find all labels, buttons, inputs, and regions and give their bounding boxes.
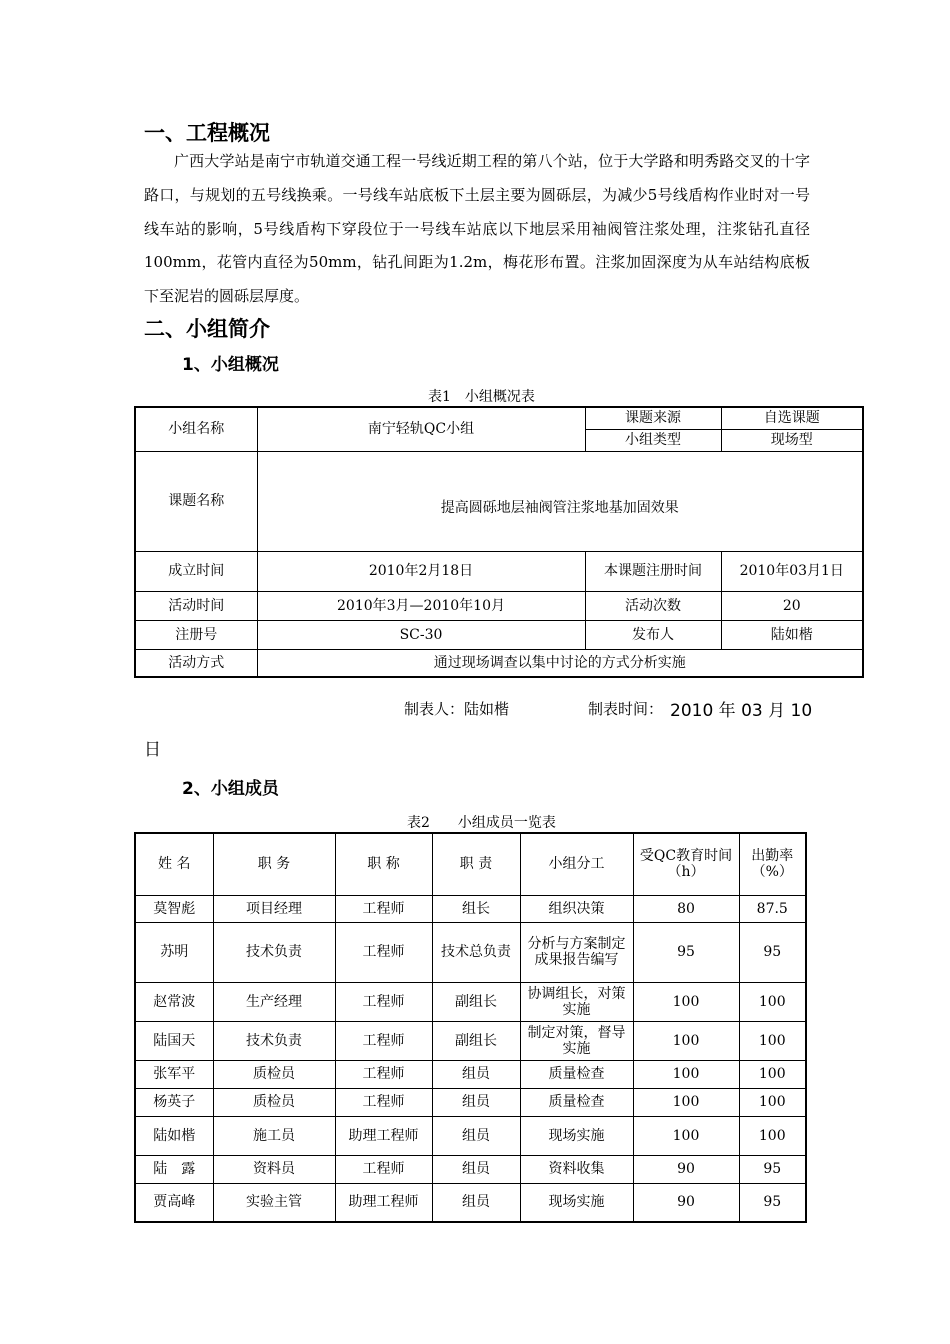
member-name: 张军平 bbox=[135, 1060, 213, 1088]
member-title: 工程师 bbox=[335, 1088, 432, 1116]
member-division: 现场实施 bbox=[520, 1116, 633, 1155]
table-row bbox=[135, 1183, 806, 1222]
label-activity-mode: 活动方式 bbox=[135, 649, 257, 677]
member-position: 施工员 bbox=[213, 1116, 335, 1155]
member-division: 现场实施 bbox=[520, 1183, 633, 1222]
group-members-table bbox=[134, 832, 807, 1223]
value-activity-mode: 通过现场调查以集中讨论的方式分析实施 bbox=[257, 649, 863, 677]
table-row bbox=[135, 982, 806, 1021]
label-activity-time: 活动时间 bbox=[135, 591, 257, 620]
member-attendance: 100 bbox=[739, 1060, 806, 1088]
member-attendance: 95 bbox=[739, 922, 806, 982]
member-qc-hours: 95 bbox=[633, 922, 739, 982]
member-duty: 副组长 bbox=[432, 982, 520, 1021]
member-position: 项目经理 bbox=[213, 895, 335, 922]
table-time-label: 制表时间： bbox=[588, 700, 664, 718]
member-duty: 组员 bbox=[432, 1088, 520, 1116]
label-group-type: 小组类型 bbox=[585, 429, 721, 451]
member-name: 陆如楷 bbox=[135, 1116, 213, 1155]
header-title: 职 称 bbox=[335, 833, 432, 895]
members-header-row bbox=[135, 833, 806, 895]
subheading-group-members: 2、小组成员 bbox=[182, 779, 279, 799]
table-maker: 制表人：陆如楷 bbox=[404, 700, 510, 718]
member-name: 苏明 bbox=[135, 922, 213, 982]
member-division: 资料收集 bbox=[520, 1155, 633, 1183]
table-row bbox=[135, 922, 806, 982]
member-position: 技术负责 bbox=[213, 1021, 335, 1060]
member-division: 组织决策 bbox=[520, 895, 633, 922]
value-publisher: 陆如楷 bbox=[721, 620, 863, 649]
header-division: 小组分工 bbox=[520, 833, 633, 895]
member-qc-hours: 100 bbox=[633, 1116, 739, 1155]
table-row bbox=[135, 1060, 806, 1088]
table-row bbox=[135, 1155, 806, 1183]
member-attendance: 100 bbox=[739, 1116, 806, 1155]
member-attendance: 95 bbox=[739, 1155, 806, 1183]
value-founded: 2010年2月18日 bbox=[257, 551, 585, 591]
member-division: 制定对策，督导实施 bbox=[520, 1021, 633, 1060]
label-topic-source: 课题来源 bbox=[585, 407, 721, 429]
label-group-name: 小组名称 bbox=[135, 407, 257, 451]
member-position: 质检员 bbox=[213, 1088, 335, 1116]
member-name: 赵常波 bbox=[135, 982, 213, 1021]
table-row bbox=[135, 895, 806, 922]
member-title: 工程师 bbox=[335, 922, 432, 982]
value-group-name: 南宁轻轨QC小组 bbox=[257, 407, 585, 451]
value-activity-count: 20 bbox=[721, 591, 863, 620]
member-qc-hours: 100 bbox=[633, 1021, 739, 1060]
member-attendance: 100 bbox=[739, 982, 806, 1021]
header-name: 姓 名 bbox=[135, 833, 213, 895]
member-duty: 组员 bbox=[432, 1116, 520, 1155]
member-name: 杨英子 bbox=[135, 1088, 213, 1116]
member-qc-hours: 80 bbox=[633, 895, 739, 922]
value-registered: 2010年03月1日 bbox=[721, 551, 863, 591]
table-time-tail: 日 bbox=[144, 740, 161, 760]
member-division: 质量检查 bbox=[520, 1088, 633, 1116]
value-reg-no: SC-30 bbox=[257, 620, 585, 649]
subheading-group-overview: 1、小组概况 bbox=[182, 355, 279, 375]
member-position: 技术负责 bbox=[213, 922, 335, 982]
group-overview-table bbox=[134, 406, 864, 678]
header-qc-hours: 受QC教育时间（h） bbox=[633, 833, 739, 895]
member-qc-hours: 100 bbox=[633, 1060, 739, 1088]
member-title: 助理工程师 bbox=[335, 1183, 432, 1222]
member-title: 工程师 bbox=[335, 1060, 432, 1088]
value-topic-name: 提高圆砾地层袖阀管注浆地基加固效果 bbox=[257, 451, 863, 551]
label-reg-no: 注册号 bbox=[135, 620, 257, 649]
value-topic-source: 自选课题 bbox=[721, 407, 863, 429]
member-duty: 技术总负责 bbox=[432, 922, 520, 982]
member-duty: 组长 bbox=[432, 895, 520, 922]
section-heading-overview: 一、工程概况 bbox=[144, 121, 270, 145]
table-row bbox=[135, 1088, 806, 1116]
member-position: 资料员 bbox=[213, 1155, 335, 1183]
member-attendance: 100 bbox=[739, 1088, 806, 1116]
header-attendance: 出勤率（%） bbox=[739, 833, 806, 895]
label-topic-name: 课题名称 bbox=[135, 451, 257, 551]
member-division: 分析与方案制定成果报告编写 bbox=[520, 922, 633, 982]
member-name: 贾高峰 bbox=[135, 1183, 213, 1222]
member-duty: 副组长 bbox=[432, 1021, 520, 1060]
table2-caption: 表2 小组成员一览表 bbox=[407, 815, 556, 831]
label-founded: 成立时间 bbox=[135, 551, 257, 591]
member-duty: 组员 bbox=[432, 1060, 520, 1088]
member-name: 莫智彪 bbox=[135, 895, 213, 922]
value-activity-time: 2010年3月—2010年10月 bbox=[257, 591, 585, 620]
member-qc-hours: 100 bbox=[633, 1088, 739, 1116]
table-row bbox=[135, 1021, 806, 1060]
member-qc-hours: 100 bbox=[633, 982, 739, 1021]
label-publisher: 发布人 bbox=[585, 620, 721, 649]
member-attendance: 100 bbox=[739, 1021, 806, 1060]
member-duty: 组员 bbox=[432, 1183, 520, 1222]
member-name: 陆国天 bbox=[135, 1021, 213, 1060]
member-attendance: 95 bbox=[739, 1183, 806, 1222]
member-position: 质检员 bbox=[213, 1060, 335, 1088]
member-title: 工程师 bbox=[335, 982, 432, 1021]
member-qc-hours: 90 bbox=[633, 1183, 739, 1222]
table-row bbox=[135, 1116, 806, 1155]
member-title: 工程师 bbox=[335, 895, 432, 922]
member-position: 生产经理 bbox=[213, 982, 335, 1021]
label-activity-count: 活动次数 bbox=[585, 591, 721, 620]
member-qc-hours: 90 bbox=[633, 1155, 739, 1183]
member-division: 协调组长，对策实施 bbox=[520, 982, 633, 1021]
section-heading-group: 二、小组简介 bbox=[144, 317, 270, 341]
table-time-value: 2010 年 03 月 10 bbox=[670, 701, 813, 721]
member-duty: 组员 bbox=[432, 1155, 520, 1183]
overview-paragraph: 广西大学站是南宁市轨道交通工程一号线近期工程的第八个站，位于大学路和明秀路交叉的十字路口，与规划的五号线换乘。一号线车站底板下土层主要为圆砾层，为减少5号线盾构作业时对一号线车站的影响，5号线盾构下穿段位于一号线车站底以下地层采用袖阀管注浆处理，注浆钻孔直径100mm，花管内直径为50mm，钻孔间距为1.2m，梅花形布置。注浆加固深度为从车站结构底板下至泥岩的圆砾层厚度。 bbox=[144, 152, 810, 306]
member-title: 助理工程师 bbox=[335, 1116, 432, 1155]
header-duty: 职 责 bbox=[432, 833, 520, 895]
member-name: 陆 露 bbox=[135, 1155, 213, 1183]
member-title: 工程师 bbox=[335, 1021, 432, 1060]
value-group-type: 现场型 bbox=[721, 429, 863, 451]
member-division: 质量检查 bbox=[520, 1060, 633, 1088]
member-attendance: 87.5 bbox=[739, 895, 806, 922]
table1-caption: 表1 小组概况表 bbox=[428, 389, 535, 405]
header-position: 职 务 bbox=[213, 833, 335, 895]
member-title: 工程师 bbox=[335, 1155, 432, 1183]
label-registered: 本课题注册时间 bbox=[585, 551, 721, 591]
member-position: 实验主管 bbox=[213, 1183, 335, 1222]
